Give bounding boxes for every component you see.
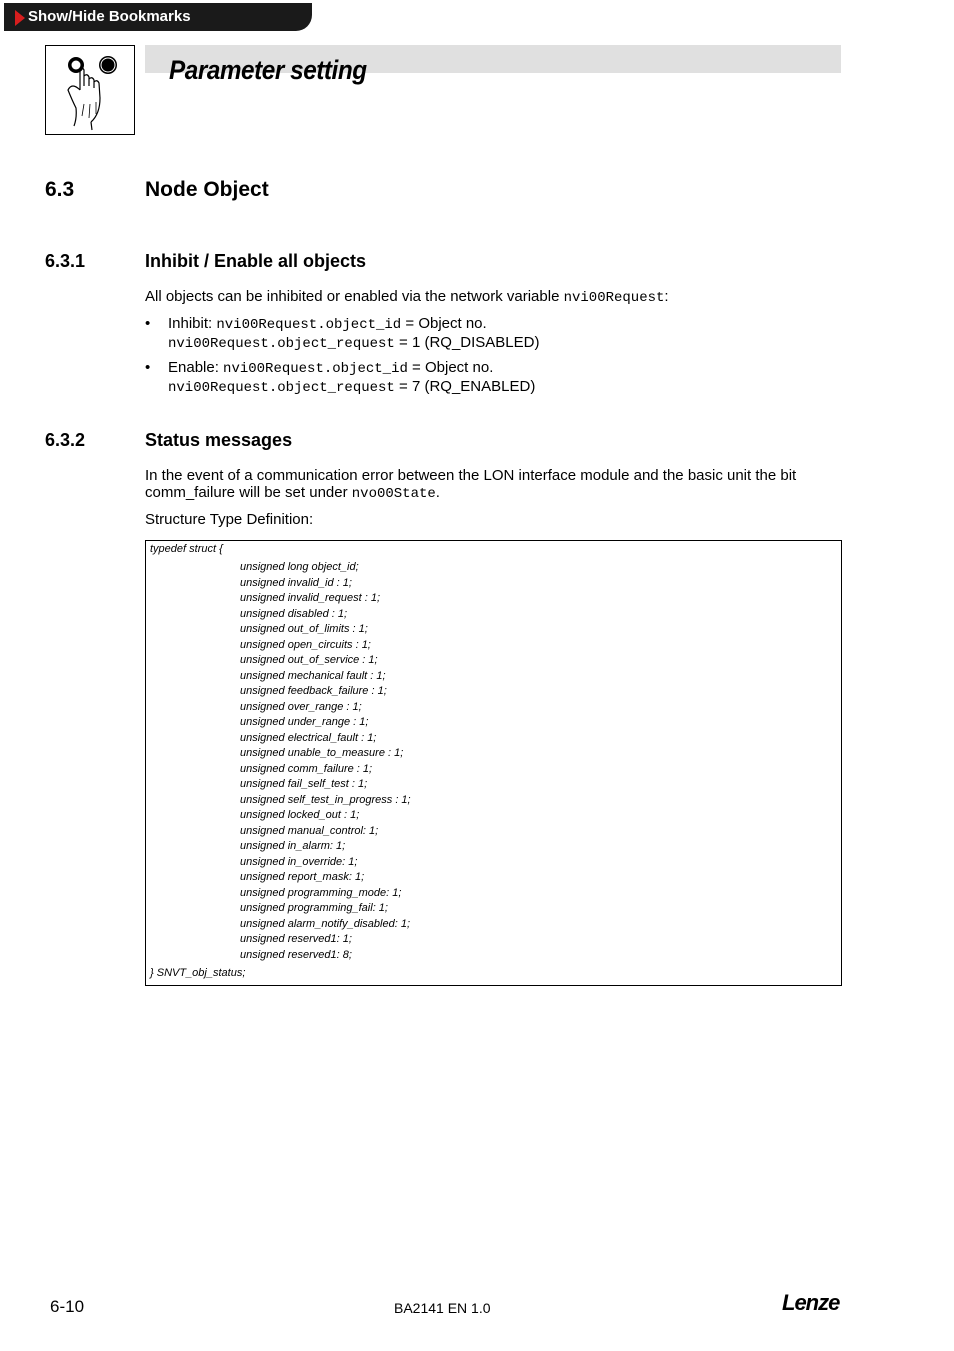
- bookmarks-label: Show/Hide Bookmarks: [28, 8, 191, 25]
- code-line: unsigned reserved1: 1;: [240, 933, 352, 945]
- code-line: unsigned self_test_in_progress : 1;: [240, 793, 411, 806]
- section-number: 6.3: [45, 178, 75, 201]
- subsection-number-1: 6.3.1: [45, 251, 86, 271]
- code-line: unsigned comm_failure : 1;: [240, 762, 373, 775]
- code-line: unsigned feedback_failure : 1;: [240, 685, 387, 697]
- code-line: unsigned report_mask: 1;: [240, 871, 365, 883]
- code-line: unsigned mechanical fault : 1;: [240, 669, 386, 682]
- intro-text: All objects can be inhibited or enabled via the network variable: [145, 288, 564, 305]
- code-line: unsigned under_range : 1;: [240, 716, 369, 728]
- code-line: unsigned programming_mode: 1;: [240, 886, 402, 899]
- code-line: unsigned reserved1: 8;: [240, 948, 352, 961]
- struct-label: Structure Type Definition:: [145, 511, 314, 528]
- list-item: [168, 359, 535, 397]
- code-line: unsigned long object_id;: [240, 561, 359, 573]
- hand-pressing-buttons-icon: [45, 45, 135, 135]
- section-title: Node Object: [145, 178, 269, 201]
- code-line: unsigned alarm_notify_disabled: 1;: [240, 917, 411, 930]
- subsection-title-1: Inhibit / Enable all objects: [145, 251, 367, 271]
- subsection-title-2: Status messages: [145, 430, 293, 450]
- code-line: unsigned programming_fail: 1;: [240, 902, 388, 914]
- code-line: unsigned in_override: 1;: [240, 855, 358, 868]
- bullet-lead: Enable:: [168, 359, 224, 376]
- intro-paragraph: [145, 288, 845, 307]
- code-lines: [240, 560, 411, 963]
- show-hide-bookmarks-button[interactable]: [4, 3, 312, 31]
- page-title: Parameter setting: [169, 55, 367, 85]
- code-line: unsigned manual_control: 1;: [240, 824, 379, 837]
- bullet-code: nvi00Request.object_id: [223, 361, 408, 377]
- document-id: BA2141 EN 1.0: [394, 1300, 491, 1316]
- bullet-code: nvi00Request.object_id: [216, 317, 402, 333]
- code-line: unsigned locked_out : 1;: [240, 809, 360, 821]
- code-tail: } SNVT_obj_status;: [150, 967, 246, 979]
- code-line: unsigned disabled : 1;: [240, 607, 348, 620]
- code-line: unsigned fail_self_test : 1;: [240, 778, 368, 790]
- code-head: typedef struct {: [150, 543, 223, 555]
- bullet-code: nvi00Request.object_request: [168, 380, 395, 396]
- bullet-tail: = 1 (RQ_DISABLED): [394, 334, 540, 351]
- code-line: unsigned over_range : 1;: [240, 700, 362, 713]
- list-item: [168, 315, 539, 353]
- status-end: .: [435, 484, 440, 501]
- struct-definition-box: [145, 540, 842, 986]
- code-line: unsigned electrical_fault : 1;: [240, 731, 377, 744]
- page-number: 6-10: [50, 1297, 85, 1316]
- code-line: unsigned in_alarm: 1;: [240, 840, 346, 852]
- bullet-lead: Inhibit:: [168, 315, 217, 332]
- status-text: In the event of a communication error between the LON interface module and the basic unit the bit comm_failure will be set under: [145, 467, 797, 501]
- code-line: unsigned out_of_service : 1;: [240, 654, 378, 666]
- bullet-mid: = Object no.: [401, 315, 487, 332]
- lenze-logo: Lenze: [782, 1290, 840, 1315]
- triangle-right-icon: [15, 10, 25, 26]
- subsection-number-2: 6.3.2: [45, 430, 86, 450]
- code-line: unsigned invalid_id : 1;: [240, 576, 352, 589]
- status-code: nvo00State: [351, 486, 436, 502]
- status-paragraph: [145, 467, 845, 503]
- code-line: unsigned out_of_limits : 1;: [240, 623, 368, 635]
- bullet-mid: = Object no.: [407, 359, 494, 376]
- intro-code: nvi00Request: [563, 290, 665, 306]
- intro-end: :: [664, 288, 669, 305]
- code-line: unsigned invalid_request : 1;: [240, 592, 381, 604]
- bullet-tail: = 7 (RQ_ENABLED): [394, 378, 536, 395]
- code-line: unsigned open_circuits : 1;: [240, 638, 371, 651]
- code-line: unsigned unable_to_measure : 1;: [240, 747, 404, 759]
- bullet-code: nvi00Request.object_request: [168, 336, 395, 352]
- bullet-dot: •: [145, 359, 151, 376]
- bullet-dot: •: [145, 315, 151, 332]
